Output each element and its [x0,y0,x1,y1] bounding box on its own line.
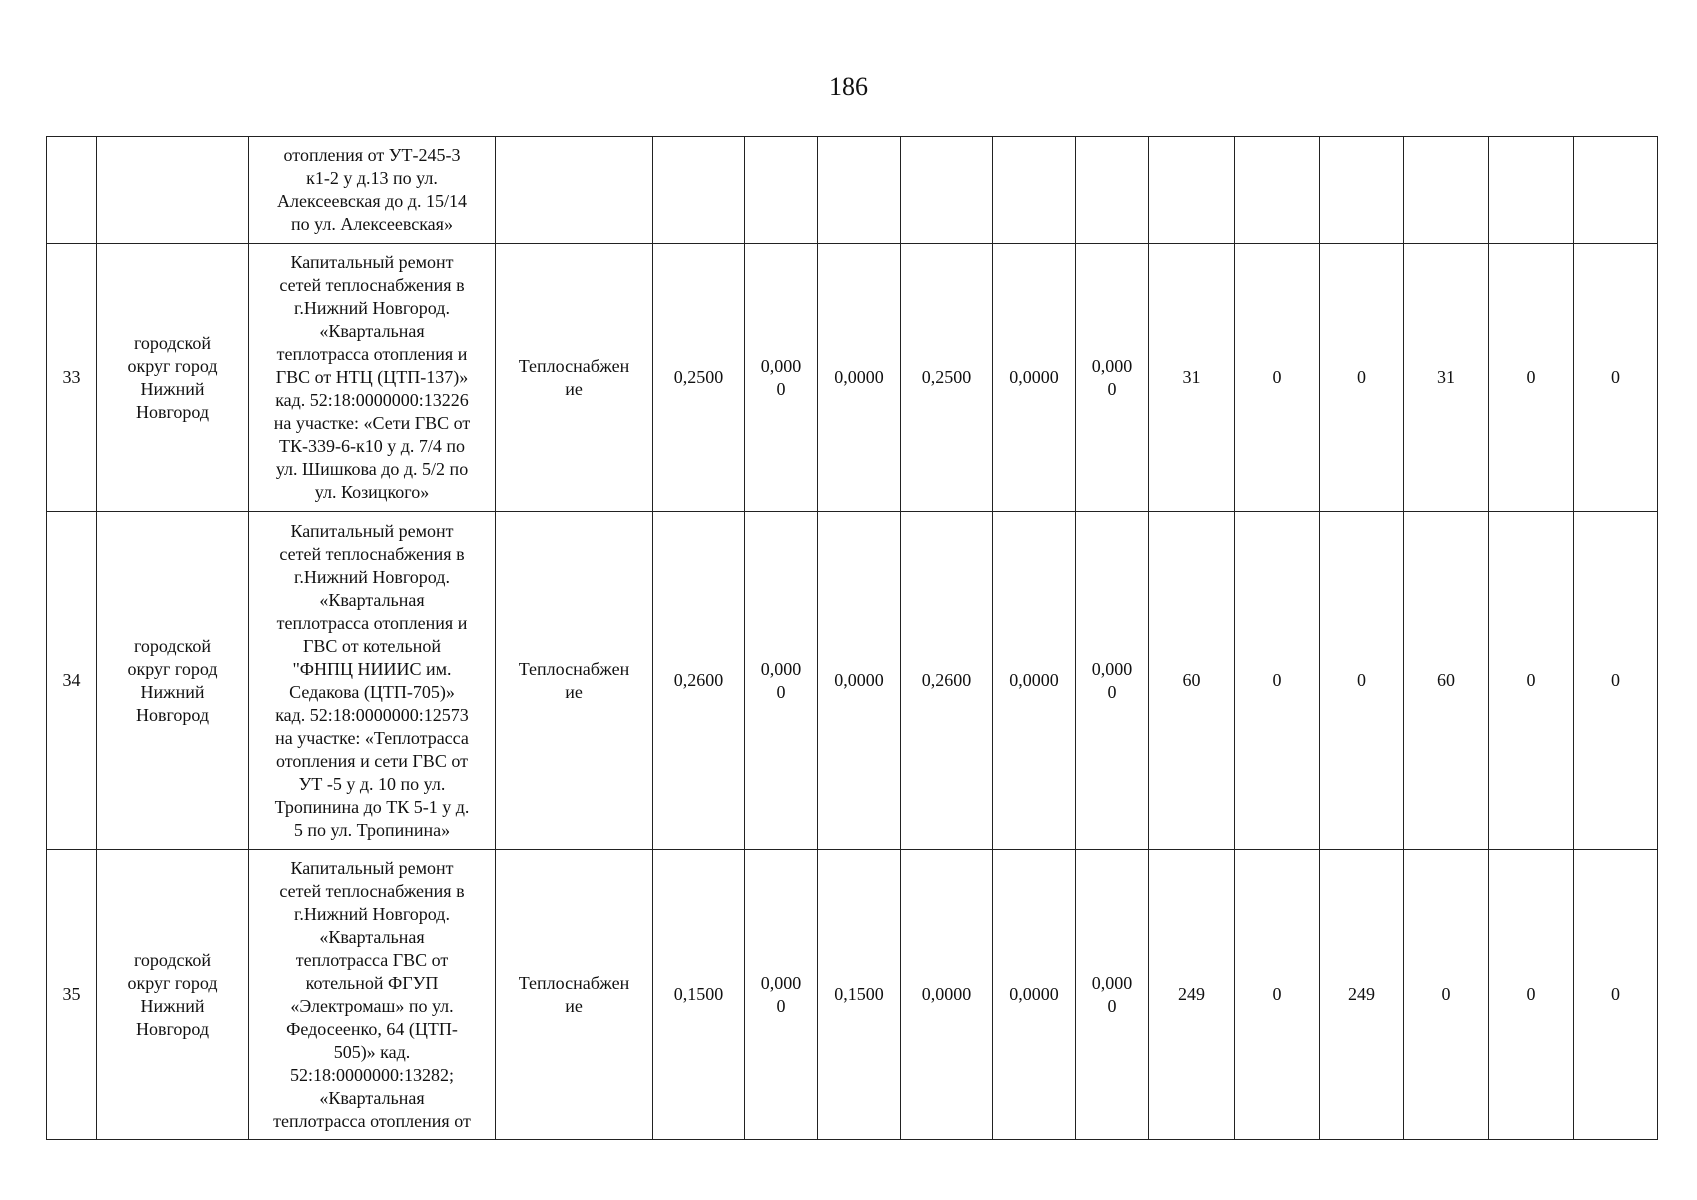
municipality-cell: городской округ город Нижний Новгород [97,850,249,1140]
municipality-cell: городской округ город Нижний Новгород [97,244,249,512]
value-cell [1149,137,1235,244]
category-cell: Теплоснабжен ие [496,850,653,1140]
table-row [47,137,1658,244]
description-cell: отопления от УТ-245-3 к1-2 у д.13 по ул. Алексеевская до д. 15/14 по ул. Алексеевская» [249,137,496,244]
value-cell: 0,2500 [901,244,993,512]
value-cell: 60 [1149,512,1235,850]
table-row [47,850,1658,1140]
value-cell: 31 [1149,244,1235,512]
value-cell: 0 [1574,850,1658,1140]
description-cell: Капитальный ремонт сетей теплоснабжения в г.Нижний Новгород. «Квартальная теплотрасса отопления и ГВС от НТЦ (ЦТП-137)» кад. 52:18:0000000:13226 на участке: «Сети ГВС от ТК-339-6-к10 у д. 7/4 по ул. Шишкова до д. 5/2 по ул. Козицкого» [249,244,496,512]
value-cell: 0,2600 [901,512,993,850]
value-cell [653,137,745,244]
page-number: 186 [829,72,868,101]
value-cell [1320,137,1404,244]
value-cell [1489,137,1574,244]
description-cell: Капитальный ремонт сетей теплоснабжения в г.Нижний Новгород. «Квартальная теплотрасса ГВС от котельной ФГУП «Электромаш» по ул. Федосеенко, 64 (ЦТП- 505)» кад. 52:18:0000000:13282; «Квартальная теплотрасса отопления от [249,850,496,1140]
value-cell: 0,0000 [993,512,1076,850]
municipality-cell: городской округ город Нижний Новгород [97,512,249,850]
value-cell: 0 [1489,244,1574,512]
value-cell [901,137,993,244]
row-number [47,137,97,244]
value-cell: 0 [1489,850,1574,1140]
value-cell: 0 [1574,244,1658,512]
table-row [47,244,1658,512]
value-cell [1076,137,1149,244]
value-cell: 0 [1320,244,1404,512]
category-cell: Теплоснабжен ие [496,512,653,850]
category-cell: Теплоснабжен ие [496,244,653,512]
value-cell [818,137,901,244]
description-cell: Капитальный ремонт сетей теплоснабжения в г.Нижний Новгород. «Квартальная теплотрасса отопления и ГВС от котельной "ФНПЦ НИИИС им. Седакова (ЦТП-705)» кад. 52:18:0000000:12573 на участке: «Теплотрасса отопления и сети ГВС от УТ -5 у д. 10 по ул. Тропинина до ТК 5-1 у д. 5 по ул. Тропинина» [249,512,496,850]
value-cell: 0,0000 [818,244,901,512]
value-cell: 249 [1149,850,1235,1140]
value-cell: 0 [1235,850,1320,1140]
value-cell: 0,1500 [653,850,745,1140]
value-cell: 0 [1404,850,1489,1140]
value-cell: 0 [1574,512,1658,850]
value-cell: 0 [1320,512,1404,850]
table-row [47,512,1658,850]
value-cell [1574,137,1658,244]
value-cell: 0 [1235,512,1320,850]
value-cell: 0,0000 [993,850,1076,1140]
value-cell: 0,000 0 [1076,512,1149,850]
value-cell: 0,0000 [901,850,993,1140]
municipality-cell [97,137,249,244]
row-number: 34 [47,512,97,850]
value-cell [1235,137,1320,244]
data-table [46,136,1658,1140]
value-cell: 0,2600 [653,512,745,850]
value-cell: 0,0000 [818,512,901,850]
value-cell: 0,000 0 [745,512,818,850]
value-cell: 0,2500 [653,244,745,512]
value-cell: 249 [1320,850,1404,1140]
value-cell: 0 [1235,244,1320,512]
value-cell: 0,000 0 [1076,850,1149,1140]
value-cell [1404,137,1489,244]
value-cell: 60 [1404,512,1489,850]
value-cell [745,137,818,244]
value-cell: 0 [1489,512,1574,850]
value-cell: 0,1500 [818,850,901,1140]
value-cell: 0,000 0 [745,850,818,1140]
value-cell: 0,0000 [993,244,1076,512]
row-number: 35 [47,850,97,1140]
value-cell [993,137,1076,244]
category-cell [496,137,653,244]
row-number: 33 [47,244,97,512]
value-cell: 0,000 0 [1076,244,1149,512]
value-cell: 31 [1404,244,1489,512]
value-cell: 0,000 0 [745,244,818,512]
